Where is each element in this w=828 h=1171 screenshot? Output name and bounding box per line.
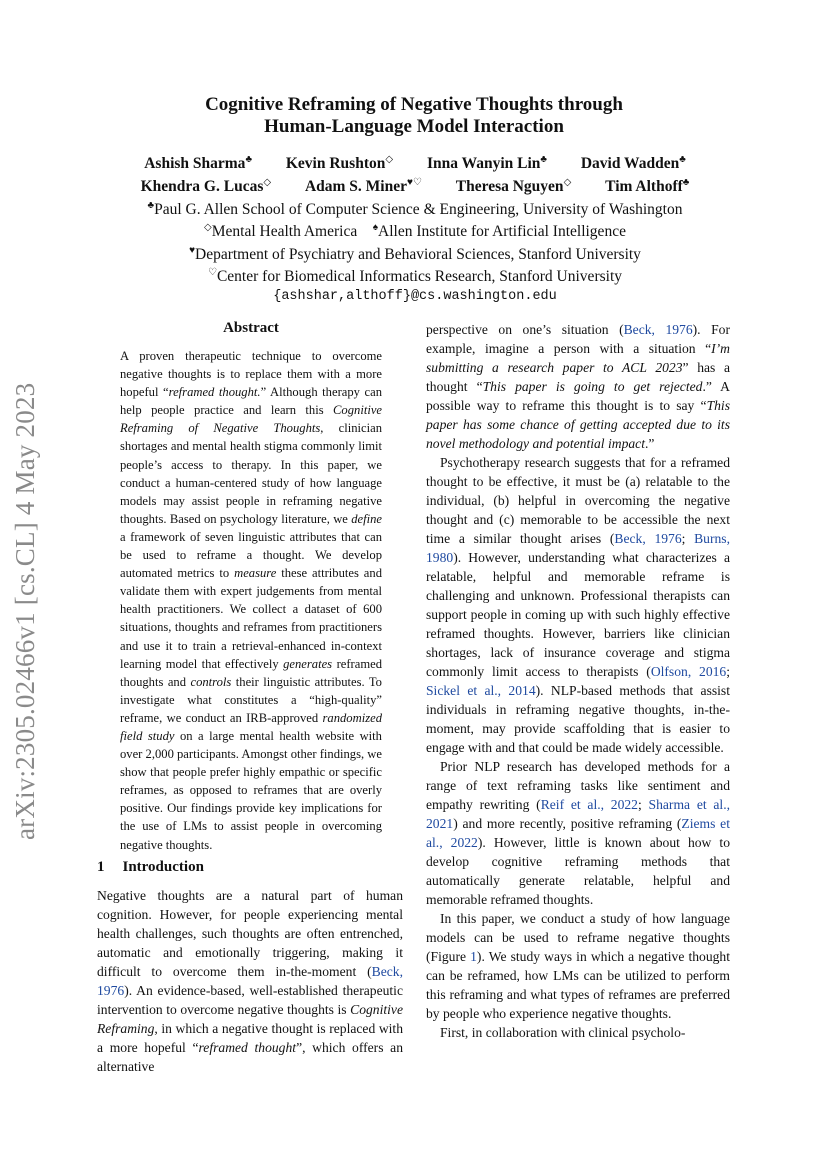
abstract-heading: Abstract <box>223 320 279 336</box>
author-row-1 <box>90 149 740 174</box>
author: Kevin Rushton◇ <box>285 154 394 173</box>
section-heading-introduction: 1 Introduction <box>97 859 204 875</box>
paragraph: First, in collaboration with clinical psycholo- <box>440 1025 686 1040</box>
author-row-2 <box>90 172 740 197</box>
author: Tim Althoff♣ <box>605 177 690 196</box>
affiliation-bmir: ♡Center for Biomedical Informatics Research, Stanford University <box>208 267 622 286</box>
affiliation-uw: ♣Paul G. Allen School of Computer Science & Engineering, University of Washington <box>147 200 683 219</box>
author: Ashish Sharma♣ <box>144 154 252 173</box>
figure-ref-link[interactable]: 1 <box>470 949 477 964</box>
title-line-2: Human-Language Model Interaction <box>264 116 564 137</box>
right-column <box>426 320 730 1042</box>
paragraph: Psychotherapy research suggests that for a reframed thought to be effective, it must be (a) relatable to the individual, (b) helpful in overcoming the negative thought and (c) memorable to be accessible the next time a similar thought arises (Beck, 1976; Burns, 1980). However, understanding what characterizes a relatable, helpful and memorable reframe is challenging and unknown. Professional therapists can support people in coming up with such highly effective reframed thoughts. However, barriers like clinician shortages, lack of insurance coverage and stigma commonly limit access to therapists (Olfson, 2016; Sickel et al., 2014). NLP-based methods that assist individuals in reframing negative thoughts, in-the-moment, may provide scaffolding that is easier to engage with and that could be made widely accessible. <box>426 455 730 755</box>
citation-link[interactable]: Ziems et al., 2022 <box>426 816 730 850</box>
author: Khendra G. Lucas◇ <box>140 177 272 196</box>
author: David Wadden♣ <box>580 154 686 173</box>
paragraph: Prior NLP research has developed methods for a range of text reframing tasks like sentiment and empathy rewriting (Reif et al., 2022; Sharma et al., 2021) and more recently, positive reframing (Ziems et al., 2022). However, little is known about how to develop cognitive reframing methods that automatically generate relatable, helpful and memorable reframed thoughts. <box>426 759 730 907</box>
paragraph: In this paper, we conduct a study of how language models can be used to reframe negative thoughts (Figure 1). We study ways in which a negative thought can be reframed, how LMs can be utilized to perform this reframing and what types of reframes are preferred by people who experience negative thoughts. <box>426 911 730 1021</box>
citation-link[interactable]: Beck, 1976 <box>614 531 682 546</box>
title-line-1: Cognitive Reframing of Negative Thoughts through <box>205 94 623 115</box>
affiliation-psychiatry: ♥Department of Psychiatry and Behavioral Sciences, Stanford University <box>189 245 641 264</box>
author: Inna Wanyin Lin♣ <box>426 154 547 173</box>
citation-link[interactable]: Reif et al., 2022 <box>540 797 638 812</box>
citation-link[interactable]: Beck, 1976 <box>623 322 693 337</box>
abstract-text: A proven therapeutic technique to overcome negative thoughts is to replace them with a more hopeful “reframed thought.” Although therapy can help people practice and learn this Cognitive Reframing of Negative Thoughts, clinician shortages and mental health stigma commonly limit people’s access to therapy. In this paper, we conduct a human-centered study of how language models may assist people in reframing negative thoughts. Based on psychology literature, we define a framework of seven linguistic attributes that can be used to reframe a thought. We develop automated metrics to measure these attributes and validate them with expert judgements from mental health practitioners. We collect a dataset of 600 situations, thoughts and reframes from practitioners and use it to train a retrieval-enhanced in-context learning model that effectively generates reframed thoughts and controls their linguistic attributes. To investigate what constitutes a “high-quality” reframe, we conduct an IRB-approved randomized field study on a large mental health website with over 2,000 participants. Amongst other findings, we show that people prefer highly empathic or specific reframes, as opposed to reframes that are overly positive. Our findings provide key implications for the use of LMs to assist people in overcoming negative thoughts. <box>120 349 383 852</box>
introduction-paragraph: Negative thoughts are a natural part of human cognition. However, for people experiencing mental health challenges, such thoughts are often entrenched, automatic and emotionally triggering, making it difficult to overcome them in-the-moment (Beck, 1976). An evidence-based, well-established therapeutic intervention to overcome negative thoughts is Cognitive Reframing, in which a negative thought is replaced with a more hopeful “reframed thought”, which offers an alternative <box>97 888 403 1074</box>
citation-link[interactable]: Sickel et al., 2014 <box>426 683 536 698</box>
citation-link[interactable]: Beck, 1976 <box>97 964 403 998</box>
citation-link[interactable]: Olfson, 2016 <box>650 664 727 679</box>
author: Adam S. Miner♥♡ <box>304 177 422 196</box>
arxiv-stamp: arXiv:2305.02466v1 [cs.CL] 4 May 2023 <box>10 382 40 840</box>
citation-link[interactable]: Sharma et al., 2021 <box>426 797 730 831</box>
affiliation-mha-ai2: ◇Mental Health America ♠Allen Institute for Artificial Intelligence <box>204 222 626 241</box>
paragraph: perspective on one’s situation (Beck, 1976). For example, imagine a person with a situation “I’m submitting a research paper to ACL 2023” has a thought “This paper is going to get rejected.” A possible way to reframe this thought is to say “This paper has some chance of getting accepted due to its novel methodology and potential impact.” <box>426 322 730 451</box>
paper-title <box>100 94 728 138</box>
contact-email[interactable]: {ashshar,althoff}@cs.washington.edu <box>273 289 557 304</box>
citation-link[interactable]: Burns, 1980 <box>426 531 730 565</box>
author: Theresa Nguyen◇ <box>455 177 572 196</box>
